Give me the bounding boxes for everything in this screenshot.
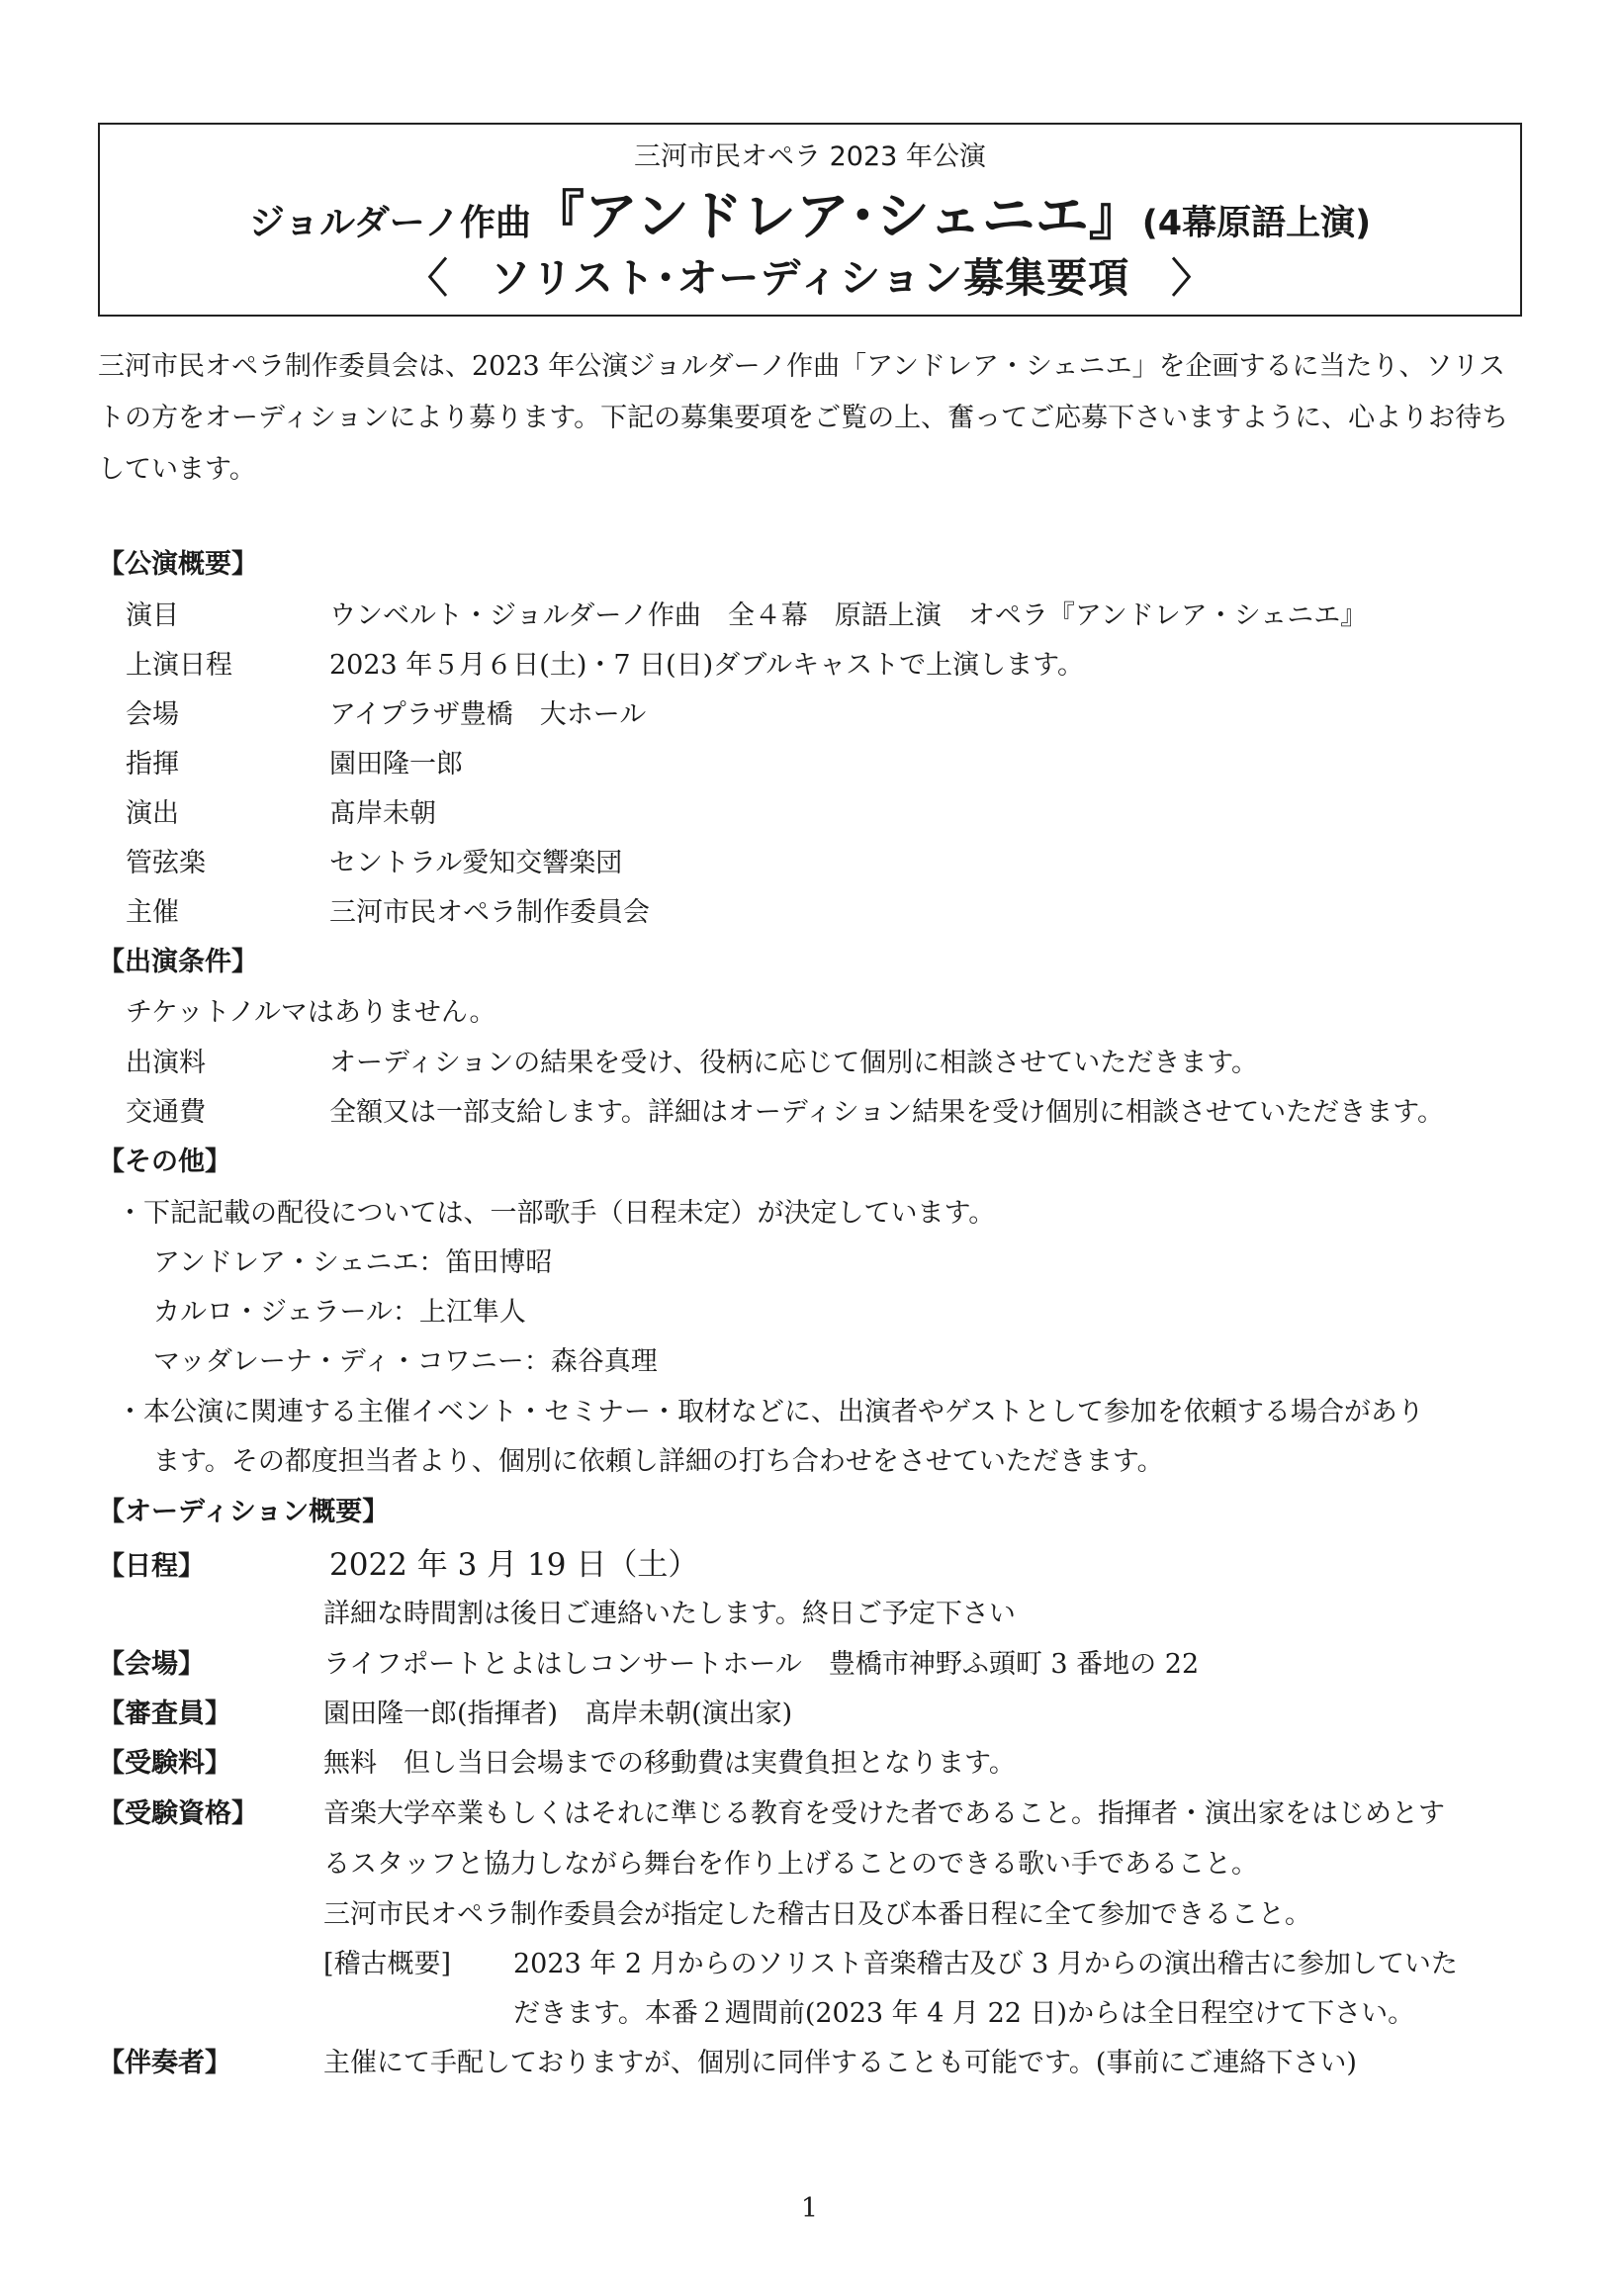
perf-value-orchestra: セントラル愛知交響楽団: [329, 848, 623, 878]
cond-value-fee: オーディションの結果を受け、役柄に応じて個別に相談させていただきます。: [329, 1048, 1259, 1078]
conditions-heading: 【出演条件】: [98, 947, 258, 977]
perf-value-program: ウンベルト・ジョルダーノ作曲 全４幕 原語上演 オペラ『アンドレア・シェニエ』: [329, 600, 1368, 631]
audition-venue-value: ライフポートとよはしコンサートホール 豊橋市神野ふ頭町 3 番地の 22: [323, 1649, 1200, 1680]
intro-paragraph: 三河市民オペラ制作委員会は、2023 年公演ジョルダーノ作曲「アンドレア・シェニエ」を企画するに当たり、ソリストの方をオーディションにより募ります。下記の募集要項をご覧の上、奮ってご応募下さいますように、心よりお待ちしています。: [98, 351, 1509, 485]
audition-date-note: 詳細な時間割は後日ご連絡いたします。終日ご予定下さい: [323, 1599, 1016, 1629]
title-subtitle: 三河市民オペラ 2023 年公演: [634, 141, 986, 172]
perf-label-organizer: 主催: [126, 897, 179, 928]
perf-value-dates: 2023 年５月６日(土)・7 日(日)ダブルキャストで上演します。: [329, 650, 1084, 681]
audition-date-value: 2022 年 3 月 19 日（土）: [329, 1547, 699, 1583]
audition-qual-label: 【受験資格】: [98, 1798, 258, 1829]
audition-qual-line2: るスタッフと協力しながら舞台を作り上げることのできる歌い手であること。: [323, 1849, 1258, 1880]
conditions-note: チケットノルマはありません。: [126, 997, 496, 1028]
page-number: 1: [800, 2193, 819, 2224]
perf-label-venue: 会場: [126, 699, 179, 730]
cast-item: マッダレーナ・ディ・コワニー：森谷真理: [153, 1346, 658, 1377]
audition-accompanist-label: 【伴奏者】: [98, 2048, 231, 2078]
cond-label-transport: 交通費: [126, 1097, 206, 1128]
title-main: [100, 174, 1520, 250]
cond-label-fee: 出演料: [126, 1048, 206, 1078]
other-bullet-events-cont: ます。その都度担当者より、個別に依頼し詳細の打ち合わせをさせていただきます。: [153, 1446, 1164, 1477]
audition-fee-value: 無料 但し当日会場までの移動費は実費負担となります。: [323, 1748, 1016, 1779]
perf-value-director: 髙岸未朝: [329, 798, 436, 829]
title-opera: 『アンドレア･シェニエ』: [531, 185, 1142, 247]
other-bullet-cast: ・下記記載の配役については、一部歌手（日程未定）が決定しています。: [117, 1198, 996, 1229]
audition-fee-label: 【受験料】: [98, 1748, 231, 1779]
audition-heading: 【オーディション概要】: [98, 1497, 390, 1527]
audition-date-label: 【日程】: [98, 1551, 205, 1582]
audition-qual-line1: 音楽大学卒業もしくはそれに準じる教育を受けた者であること。指揮者・演出家をはじめとす: [323, 1798, 1445, 1829]
perf-label-director: 演出: [126, 798, 179, 829]
perf-label-conductor: 指揮: [126, 749, 179, 780]
cast-item: アンドレア・シェニエ：笛田博昭: [153, 1247, 553, 1278]
cond-value-transport: 全額又は一部支給します。詳細はオーディション結果を受け個別に相談させていただきます。: [329, 1097, 1444, 1128]
audition-accompanist-value: 主催にて手配しておりますが、個別に同伴することも可能です。(事前にご連絡下さい): [323, 2048, 1357, 2078]
perf-label-program: 演目: [126, 600, 179, 631]
cast-item: カルロ・ジェラール：上江隼人: [153, 1297, 526, 1328]
perf-label-orchestra: 管弦楽: [126, 848, 206, 878]
audition-judges-label: 【審査員】: [98, 1699, 231, 1729]
perf-value-organizer: 三河市民オペラ制作委員会: [329, 897, 650, 928]
title-format: (4幕原語上演): [1141, 204, 1372, 243]
performance-heading: 【公演概要】: [98, 549, 258, 580]
other-heading: 【その他】: [98, 1147, 231, 1177]
perf-value-conductor: 園田隆一郎: [329, 749, 463, 780]
rehearsal-line2: だきます。本番２週間前(2023 年 4 月 22 日)からは全日程空けて下さい。: [513, 1998, 1415, 2029]
title-box: [98, 123, 1522, 317]
audition-judges-value: 園田隆一郎(指揮者) 髙岸未朝(演出家): [323, 1699, 793, 1729]
audition-venue-label: 【会場】: [98, 1649, 205, 1680]
perf-label-dates: 上演日程: [126, 650, 232, 681]
title-composer: ジョルダーノ作曲: [248, 203, 531, 243]
perf-value-venue: アイプラザ豊橋 大ホール: [329, 699, 647, 730]
other-bullet-events: ・本公演に関連する主催イベント・セミナー・取材などに、出演者やゲストとして参加を依頼する場合があり: [117, 1397, 1424, 1427]
rehearsal-label: [稽古概要]: [323, 1949, 452, 1979]
rehearsal-line1: 2023 年 2 月からのソリスト音楽稽古及び 3 月からの演出稽古に参加していた: [513, 1949, 1458, 1979]
title-audition: 〈 ソリスト･オーディション募集要項 〉: [406, 254, 1214, 302]
audition-qual-line3: 三河市民オペラ制作委員会が指定した稽古日及び本番日程に全て参加できること。: [323, 1899, 1311, 1930]
